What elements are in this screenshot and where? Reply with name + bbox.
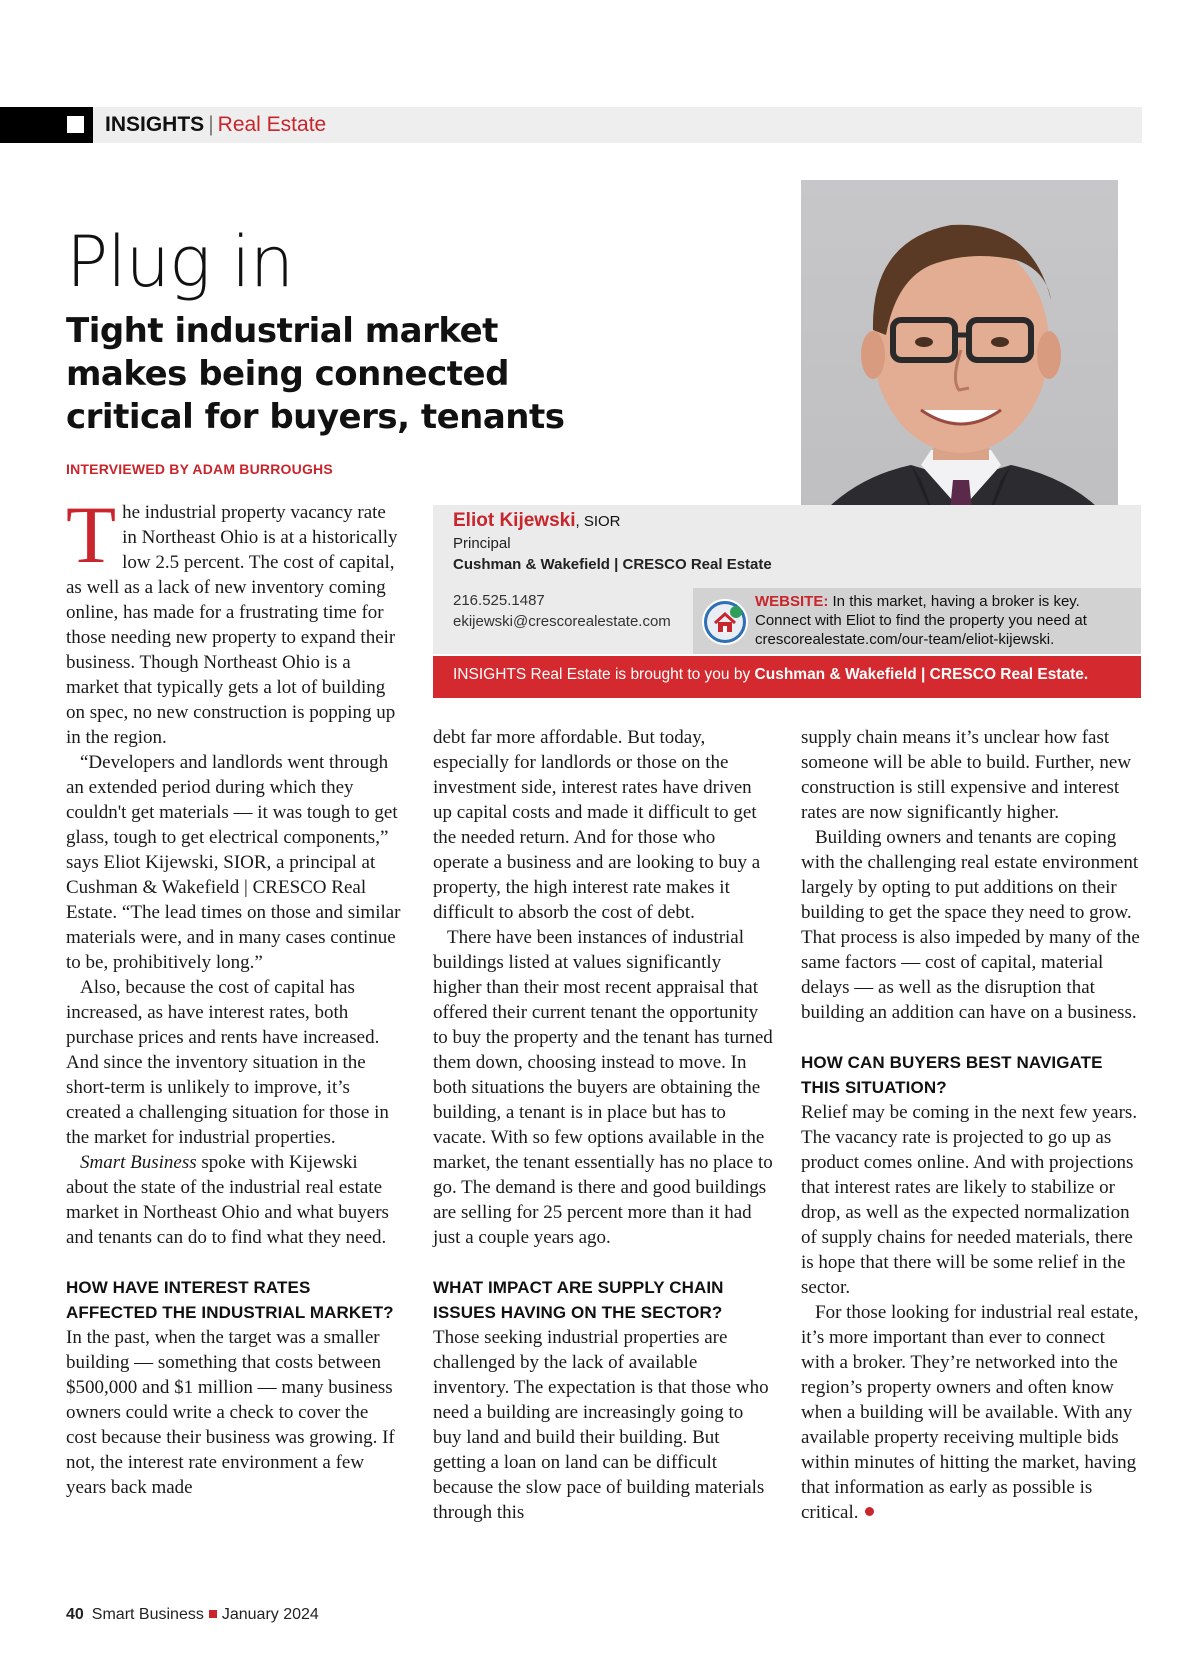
article-column-2 bbox=[433, 725, 773, 1525]
drop-cap: T bbox=[66, 489, 117, 580]
article-subtitle: Tight industrial market makes being connected critical for buyers, tenants bbox=[66, 311, 565, 437]
sponsor-prefix: INSIGHTS Real Estate is brought to you by bbox=[453, 666, 755, 683]
contact-name: Eliot Kijewski bbox=[453, 510, 576, 531]
header-block bbox=[0, 107, 93, 143]
section-heading: WHAT IMPACT ARE SUPPLY CHAIN ISSUES HAVING ON THE SECTOR? bbox=[433, 1278, 724, 1322]
section-sub: Real Estate bbox=[217, 113, 327, 136]
website-text bbox=[755, 592, 1135, 649]
paragraph-intro-text: he industrial property vacancy rate in Northeast Ohio is at a historically low 2.5 percent. The cost of capital, as well as a lack of new inventory coming online, has made for a frustrating time for those needing new property to expand their business. Though Northeast Ohio is a market that typically gets a lot of building on spec, no new construction is popping up in the region. bbox=[66, 502, 398, 748]
contact-email[interactable]: ekijewski@crescorealestate.com bbox=[453, 613, 671, 630]
contact-credential: , SIOR bbox=[575, 513, 621, 530]
paragraph: supply chain means it’s unclear how fast someone will be able to build. Further, new construction is still expensive and interest rates are now significantly higher. bbox=[801, 727, 1132, 823]
contact-phone: 216.525.1487 bbox=[453, 592, 545, 609]
section-separator: | bbox=[208, 113, 214, 136]
paragraph-intro bbox=[66, 489, 403, 750]
contact-name-line bbox=[453, 510, 621, 532]
paragraph: Building owners and tenants are coping with the challenging real estate environment largely by opting to put additions on their building to get the space they need to grow. That process is also impeded by many of the same factors — cost of capital, material delays — as well as the disruption that building an addition can have on a business. bbox=[801, 827, 1140, 1023]
section-heading: HOW HAVE INTEREST RATES AFFECTED THE INDUSTRIAL MARKET? bbox=[66, 1278, 394, 1322]
article-column-3 bbox=[801, 725, 1141, 1525]
contact-company: Cushman & Wakefield | CRESCO Real Estate bbox=[453, 556, 772, 573]
website-callout bbox=[693, 588, 1141, 654]
paragraph: debt far more affordable. But today, especially for landlords or those on the investment side, interest rates have driven up capital costs and made it difficult to get the needed return. And for those who operate a business and are looking to buy a property, the high interest rate makes it difficult to absorb the cost of debt. bbox=[433, 727, 761, 923]
footer-square-icon bbox=[209, 1610, 217, 1618]
sponsor-bar bbox=[433, 656, 1141, 698]
paragraph: Relief may be coming in the next few years. The vacancy rate is projected to go up as product comes online. And with projections that interest rates are likely to stabilize or drop, as well as the expected normalization of supply chains for needed materials, there is hope that there will be some relief in the sector. bbox=[801, 1102, 1138, 1298]
sponsor-name: Cushman & Wakefield | CRESCO Real Estate. bbox=[754, 666, 1089, 683]
page-number: 40 bbox=[66, 1606, 84, 1623]
article-title: Plug in bbox=[66, 221, 294, 303]
contact-role: Principal bbox=[453, 535, 511, 552]
red-dot-icon bbox=[865, 1507, 874, 1516]
house-globe-icon bbox=[702, 599, 748, 645]
section-heading: HOW CAN BUYERS BEST NAVIGATE THIS SITUATION? bbox=[801, 1053, 1103, 1097]
paragraph: In the past, when the target was a smaller building — something that costs between $500,000 and $1 million — many business owners could write a check to cover the cost because their business was growing. If not, the interest rate environment a few years back made bbox=[66, 1327, 395, 1498]
article-byline: INTERVIEWED BY ADAM BURROUGHS bbox=[66, 461, 333, 477]
header-square-icon bbox=[67, 116, 84, 133]
paragraph: “Developers and landlords went through an extended period during which they couldn't get materials — it was tough to get glass, tough to get electrical components,” says Eliot Kijewski, SIOR, a principal at Cushman & Wakefield | CRESCO Real Estate. “The lead times on those and similar materials were, and in many cases continue to be, prohibitively long.” bbox=[66, 752, 401, 973]
paragraph: Also, because the cost of capital has increased, as have interest rates, both purchase prices and rents have increased. And since the inventory situation in the short-term is unlikely to improve, it’s created a challenging situation for those in the market for industrial properties. bbox=[66, 977, 389, 1148]
section-main: INSIGHTS bbox=[105, 113, 205, 136]
website-description[interactable]: In this market, having a broker is key. Connect with Eliot to find the property you need at crescorealestate.com/our-team/eliot-kijewski. bbox=[755, 593, 1087, 648]
article-column-1 bbox=[66, 489, 403, 1500]
paragraph-text: spoke with Kijewski about the state of the industrial real estate market in Northeast Ohio and what buyers and tenants can do to find what they need. bbox=[66, 1152, 389, 1248]
issue-date: January 2024 bbox=[221, 1606, 319, 1623]
paragraph bbox=[66, 1150, 403, 1250]
section-label bbox=[105, 113, 326, 137]
paragraph: There have been instances of industrial buildings listed at values significantly higher than their most recent appraisal that offered their current tenant the opportunity to buy the property and the tenant has turned them down, choosing instead to move. In both situations the buyers are obtaining the building, a tenant is in place but has to vacate. With so few options available in the market, the tenant essentially has no place to go. The demand is there and good buildings are selling for 25 percent more than it had just a couple years ago. bbox=[433, 927, 773, 1248]
section-header bbox=[0, 107, 1142, 143]
publication-title: Smart Business bbox=[91, 1606, 204, 1623]
publication-name: Smart Business bbox=[80, 1152, 197, 1173]
sponsor-text bbox=[453, 666, 1088, 684]
paragraph-final-text: For those looking for industrial real estate, it’s more important than ever to connect with a broker. They’re networked into the region’s property owners and often know when a building will be available. With any available property receiving multiple bids within minutes of hitting the market, having that information as early as possible is critical. bbox=[801, 1302, 1139, 1523]
page-footer bbox=[66, 1606, 319, 1624]
website-label: WEBSITE: bbox=[755, 593, 829, 610]
paragraph: Those seeking industrial properties are challenged by the lack of available inventory. The expectation is that those who need a building are increasingly going to buy land and build their building. But getting a loan on land can be difficult because the slow pace of building materials through this bbox=[433, 1327, 769, 1523]
paragraph-final bbox=[801, 1300, 1141, 1525]
